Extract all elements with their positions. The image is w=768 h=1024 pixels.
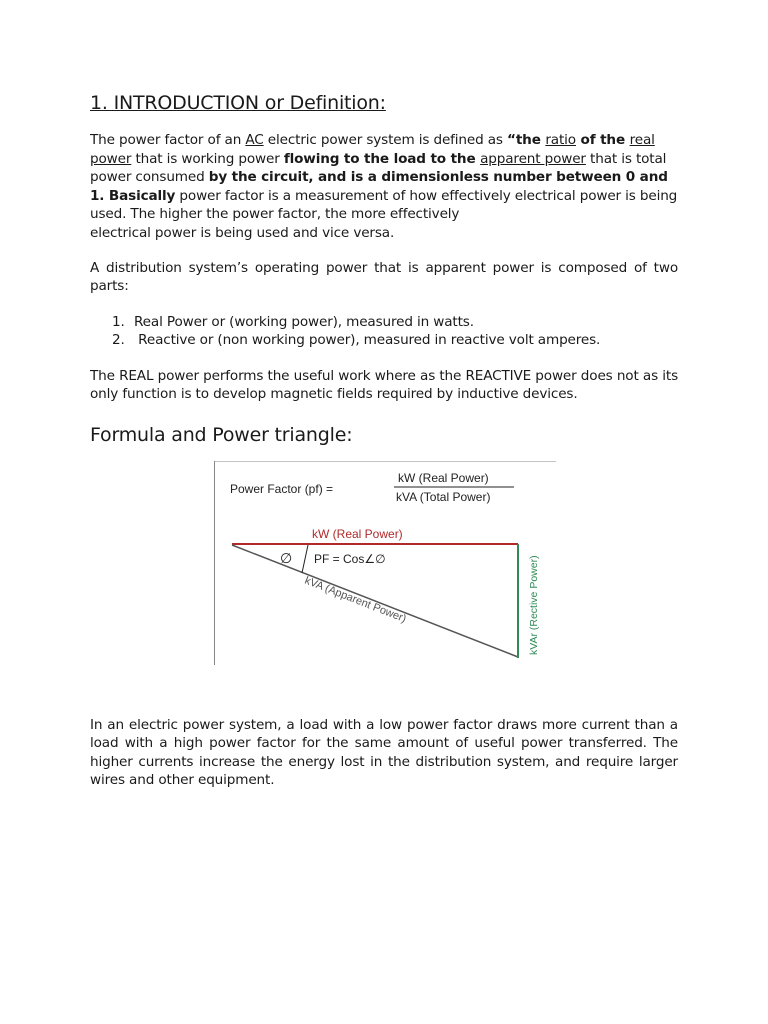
- formula-denominator: kVA (Total Power): [396, 490, 491, 504]
- link-apparent-power[interactable]: apparent power: [480, 151, 586, 167]
- text-run: that is working power: [131, 151, 284, 167]
- para1-line6: electrical power is being used and vice versa.: [90, 225, 395, 241]
- angle-arc: [302, 545, 308, 573]
- reactive-power-label: kVAr (Rective Power): [528, 555, 540, 655]
- link-power[interactable]: power: [90, 151, 132, 167]
- bold-run: flowing to the load to the: [283, 151, 481, 167]
- formula-numerator: kW (Real Power): [398, 471, 489, 485]
- list-item: [112, 313, 474, 331]
- para1-line4: [90, 187, 678, 205]
- text-run: that is total: [585, 151, 667, 167]
- link-ratio[interactable]: ratio: [545, 132, 576, 148]
- angle-symbol: ∅: [280, 550, 293, 566]
- bold-run: by the circuit, and is a dimensionless number between 0 and: [208, 169, 668, 185]
- formula-left-label: Power Factor (pf) =: [230, 482, 334, 496]
- bold-run: 1. Basically: [90, 188, 176, 204]
- list-text: Real Power or (working power), measured in watts.: [134, 314, 474, 330]
- real-power-label: kW (Real Power): [312, 527, 403, 541]
- text-run: power consumed: [90, 169, 209, 185]
- text-run: power factor is a measurement of how effectively electrical power is being: [175, 188, 678, 204]
- para1-line5: used. The higher the power factor, the more effectively: [90, 206, 460, 222]
- apparent-power-label: kVA (Apparent Power): [302, 574, 408, 626]
- text-run: The power factor of an: [90, 132, 246, 148]
- list-number: 1.: [112, 314, 125, 330]
- para1-line2: [90, 150, 678, 168]
- paragraph-low-power-factor: In an electric power system, a load with a low power factor draws more current than a load with a high power factor for the same amount of useful power transferred. The higher currents increase the energy lost in the distribution system, and require larger wires and other equipment.: [90, 717, 678, 789]
- para1-line3: [90, 168, 678, 186]
- section-heading-formula: Formula and Power triangle:: [90, 424, 353, 446]
- list-number: 2.: [112, 332, 125, 348]
- list-item: [112, 331, 600, 349]
- para1-line1: [90, 131, 678, 149]
- section-heading-introduction: 1. INTRODUCTION or Definition:: [90, 92, 386, 114]
- link-real[interactable]: real: [629, 132, 655, 148]
- bold-run: of the: [575, 132, 630, 148]
- bold-run: “the: [507, 132, 546, 148]
- paragraph-distribution: A distribution system’s operating power that is apparent power is composed of two parts:: [90, 260, 678, 295]
- pf-cos-label: PF = Cos∠∅: [314, 552, 386, 566]
- text-run: electric power system is defined as: [263, 132, 508, 148]
- paragraph-real-reactive: The REAL power performs the useful work where as the REACTIVE power does not as its only function is to develop magnetic fields required by inductive devices.: [90, 368, 678, 403]
- list-text: Reactive or (non working power), measured in reactive volt amperes.: [134, 332, 601, 348]
- link-ac[interactable]: AC: [245, 132, 264, 148]
- power-triangle-figure: [214, 461, 558, 665]
- power-triangle-svg: [214, 461, 558, 665]
